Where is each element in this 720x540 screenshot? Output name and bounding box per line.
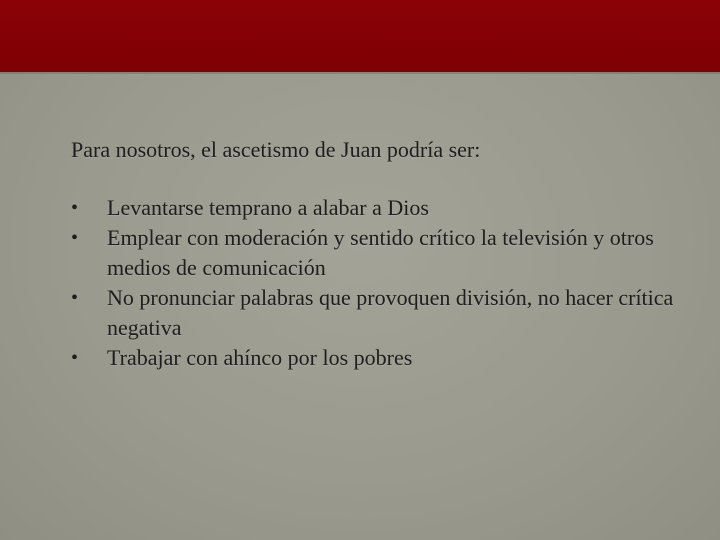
bullet-icon: • [71,227,79,249]
bullet-item [71,223,691,283]
bullet-item [71,283,691,343]
bullet-item-text: Trabajar con ahínco por los pobres [107,345,413,370]
title-bar-divider [0,72,720,74]
bullet-item-text: No pronunciar palabras que provoquen división, no hacer crítica negativa [107,285,674,340]
bullet-item [71,343,691,373]
bullet-icon: • [71,287,79,309]
title-bar [0,0,720,72]
bullet-item-text: Emplear con moderación y sentido crítico la televisión y otros medios de comunicación [107,225,654,280]
bullet-list [71,193,691,373]
bullet-item [71,193,691,223]
bullet-icon: • [71,197,79,219]
slide-intro-text: Para nosotros, el ascetismo de Juan podría ser: [71,137,481,162]
bullet-item-text: Levantarse temprano a alabar a Dios [107,195,429,220]
bullet-icon: • [71,347,79,369]
